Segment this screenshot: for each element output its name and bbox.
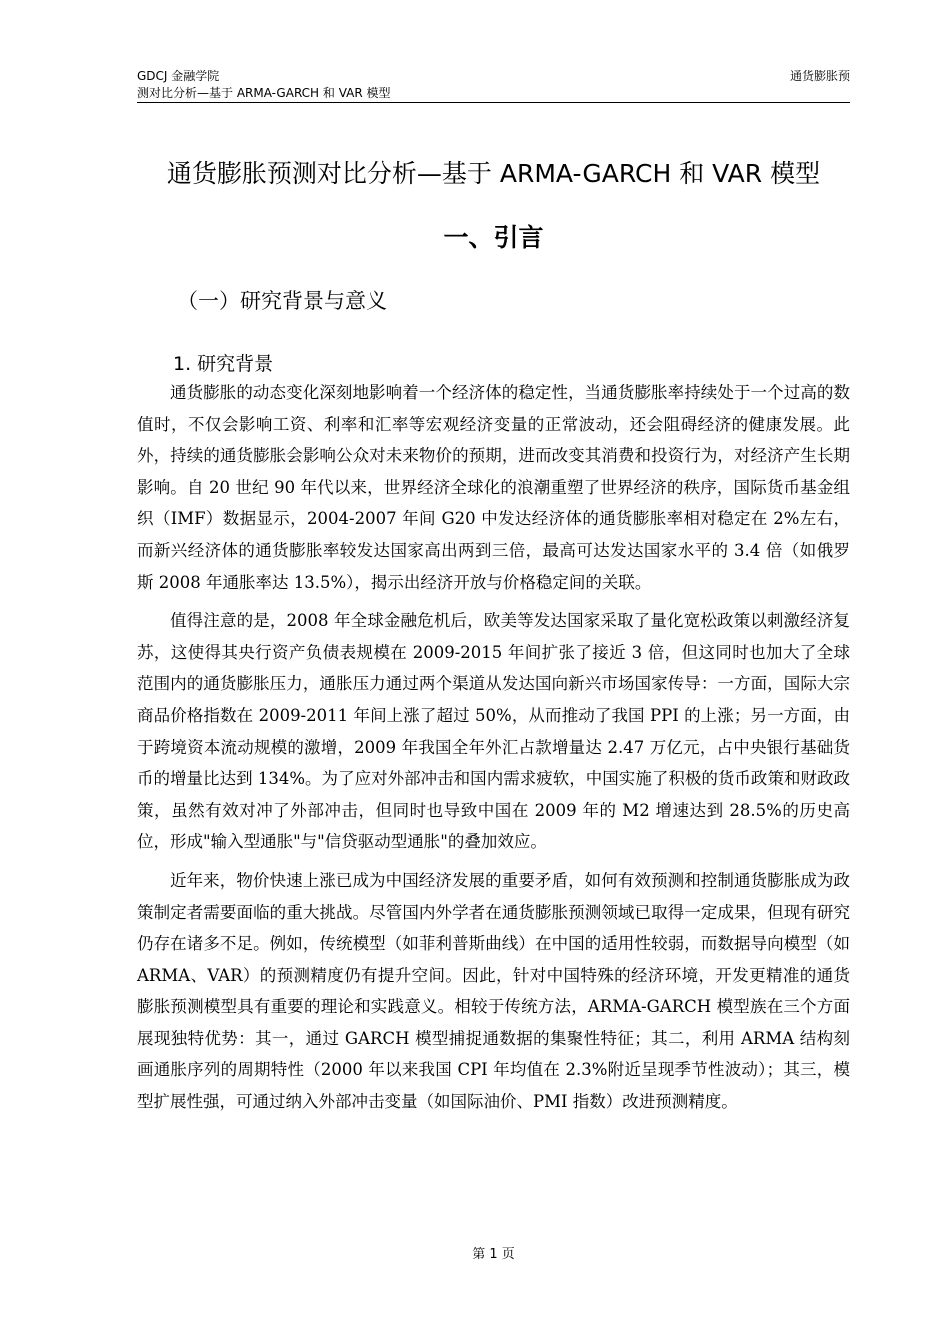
page-number: 第 1 页 xyxy=(472,1247,515,1262)
subsection-heading-background: （一）研究背景与意义 xyxy=(177,289,387,313)
paragraph-1: 通货膨胀的动态变化深刻地影响着一个经济体的稳定性，当通货膨胀率持续处于一个过高的数值时，不仅会影响工资、利率和汇率等宏观经济变量的正常波动，还会阻碍经济的健康发展。此外，持续的通货膨胀会影响公众对未来物价的预期，进而改变其消费和投资行为，对经济产生长期影响。自 20 世纪 90 年代以来，世界经济全球化的浪潮重塑了世界经济的秩序，国际货币基金组织（IMF）数据显示，2004-2007 年间 G20 中发达经济体的通货膨胀率相对稳定在 2%左右，而新兴经济体的通货膨胀率较发达国家高出两到三倍，最高可达发达国家水平的 3.4 倍（如俄罗斯 2008 年通胀率达 13.5%），揭示出经济开放与价格稳定间的关联。 xyxy=(137,383,850,592)
header-institution: GDCJ 金融学院 xyxy=(137,69,220,83)
document-title: 通货膨胀预测对比分析—基于 ARMA-GARCH 和 VAR 模型 xyxy=(166,159,821,188)
page-header xyxy=(137,68,850,103)
body-text xyxy=(137,377,850,1125)
subsubsection-heading-research-background: 1. 研究背景 xyxy=(173,353,274,375)
section-heading-introduction: 一、引言 xyxy=(443,223,544,252)
paragraph-2: 值得注意的是，2008 年全球金融危机后，欧美等发达国家采取了量化宽松政策以刺激经济复苏，这使得其央行资产负债表规模在 2009-2015 年间扩张了接近 3 倍，但这同时也加大了全球范围内的通货膨胀压力，通胀压力通过两个渠道从发达国向新兴市场国家传导：一方面，国际大宗商品价格指数在 2009-2011 年间上涨了超过 50%，从而推动了我国 PPI 的上涨；另一方面，由于跨境资本流动规模的激增，2009 年我国全年外汇占款增量达 2.47 万亿元，占中央银行基础货币的增量比达到 134%。为了应对外部冲击和国内需求疲软，中国实施了积极的货币政策和财政政策，虽然有效对冲了外部冲击，但同时也导致中国在 2009 年的 M2 增速达到 28.5%的历史高位，形成"输入型通胀"与"信贷驱动型通胀"的叠加效应。 xyxy=(137,611,850,852)
header-running-title: 通货膨胀预 xyxy=(789,69,850,83)
header-running-title-cont: 测对比分析—基于 ARMA-GARCH 和 VAR 模型 xyxy=(137,86,391,100)
paragraph-3: 近年来，物价快速上涨已成为中国经济发展的重要矛盾，如何有效预测和控制通货膨胀成为政策制定者需要面临的重大挑战。尽管国内外学者在通货膨胀预测领域已取得一定成果，但现有研究仍存在诸多不足。例如，传统模型（如菲利普斯曲线）在中国的适用性较弱，而数据导向模型（如 ARMA、VAR）的预测精度仍有提升空间。因此，针对中国特殊的经济环境，开发更精准的通货膨胀预测模型具有重要的理论和实践意义。相较于传统方法，ARMA-GARCH 模型族在三个方面展现独特优势：其一，通过 GARCH 模型捕捉通数据的集聚性特征；其二，利用 ARMA 结构刻画通胀序列的周期特性（2000 年以来我国 CPI 年均值在 2.3%附近呈现季节性波动）；其三，模型扩展性强，可通过纳入外部冲击变量（如国际油价、PMI 指数）改进预测精度。 xyxy=(137,870,850,1112)
